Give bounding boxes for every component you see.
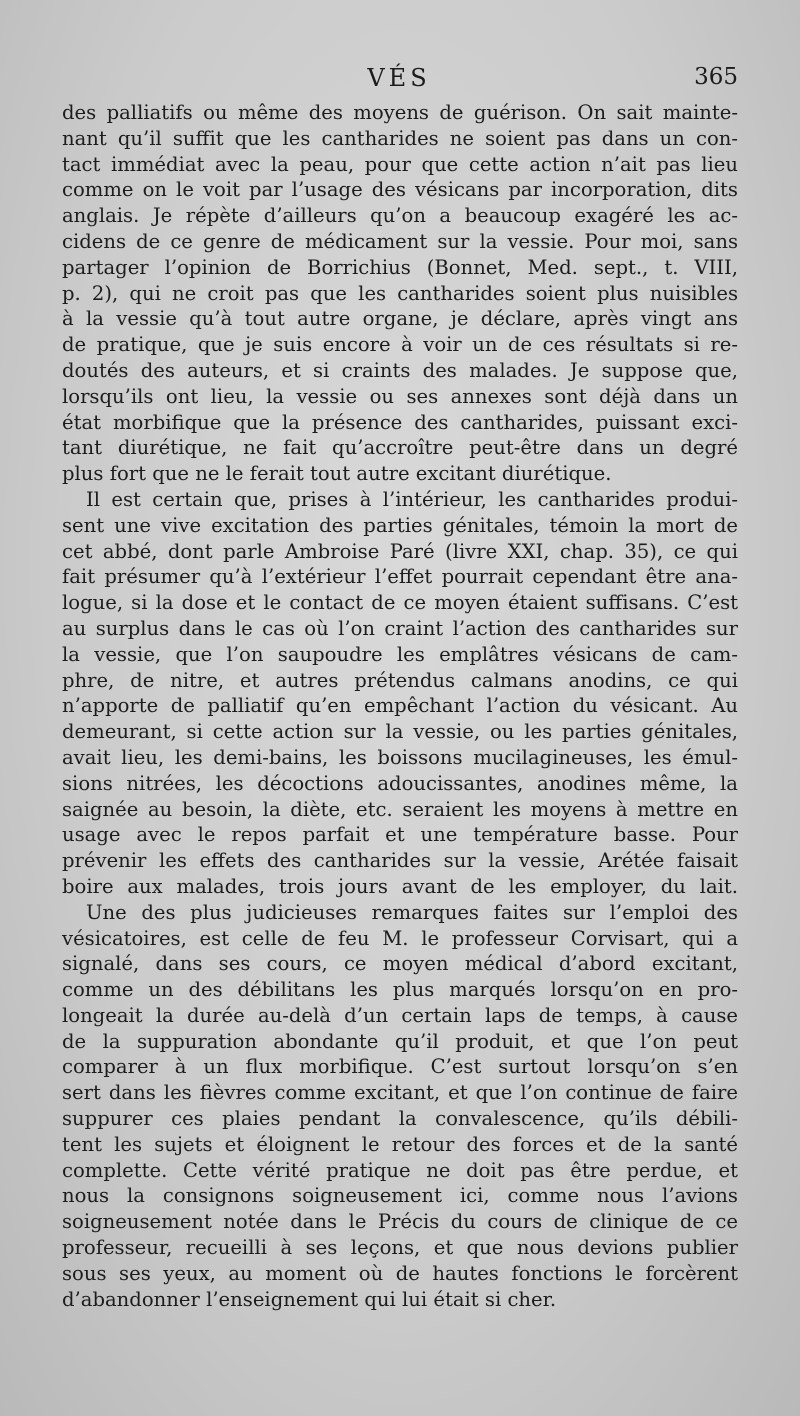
text-line: n’apporte de palliatif qu’en empêchant l’action du vésicant. Au — [62, 694, 738, 718]
text-line: plus fort que ne le ferait tout autre excitant diurétique. — [62, 462, 612, 486]
text-line: des palliatifs ou même des moyens de guérison. On sait mainte- — [62, 101, 738, 124]
text-line: partager l’opinion de Borrichius (Bonnet, Med. sept., t. VIII, — [62, 255, 738, 279]
text-line: usage avec le repos parfait et une température basse. Pour — [62, 823, 738, 847]
text-line: demeurant, si cette action sur la vessie, ou les parties génitales, — [62, 720, 738, 744]
text-line: lorsqu’ils ont lieu, la vessie ou ses annexes sont déjà dans un — [62, 384, 738, 408]
text-line: comparer à un flux morbifique. C’est surtout lorsqu’on s’en — [62, 1055, 738, 1079]
text-line: sert dans les fièvres comme excitant, et que l’on continue de faire — [62, 1081, 738, 1105]
paragraph-2 — [62, 487, 738, 900]
text-line: à la vessie qu’à tout autre organe, je déclare, après vingt ans — [62, 307, 738, 331]
text-line: tant diurétique, ne fait qu’accroître peut-être dans un degré — [62, 436, 738, 460]
text-line: sent une vive excitation des parties génitales, témoin la mort de — [62, 513, 738, 537]
text-line: comme on le voit par l’usage des vésicans par incorporation, dits — [62, 178, 738, 202]
text-line: comme un des débilitans les plus marqués lorsqu’on en pro- — [62, 978, 738, 1002]
text-line: avait lieu, les demi-bains, les boissons mucilagineuses, les émul- — [62, 745, 738, 769]
text-line: d’abandonner l’enseignement qui lui était si cher. — [62, 1287, 557, 1311]
text-line: longeait la durée au-delà d’un certain laps de temps, à cause — [62, 1003, 738, 1027]
text-line: tent les sujets et éloignent le retour des forces et de la santé — [62, 1132, 738, 1156]
text-line: p. 2), qui ne croit pas que les cantharides soient plus nuisibles — [62, 281, 738, 305]
text-line: vésicatoires, est celle de feu M. le professeur Corvisart, qui a — [62, 926, 738, 950]
text-line: nant qu’il suffit que les cantharides ne soient pas dans un con- — [62, 126, 738, 150]
paragraph-1 — [62, 100, 738, 487]
text-line: Une des plus judicieuses remarques faites sur l’emploi des — [86, 900, 738, 924]
text-line: sions nitrées, les décoctions adoucissantes, anodines même, la — [62, 771, 738, 795]
text-line: prévenir les effets des cantharides sur la vessie, Arétée faisait — [62, 849, 738, 873]
paragraph-3 — [62, 900, 738, 1313]
text-line: sous ses yeux, au moment où de hautes fonctions le forcèrent — [62, 1261, 738, 1285]
text-line: cet abbé, dont parle Ambroise Paré (livre XXI, chap. 35), ce qui — [62, 539, 738, 563]
text-line: suppurer ces plaies pendant la convalescence, qu’ils débili- — [62, 1107, 738, 1131]
text-line: au surplus dans le cas où l’on craint l’action des cantharides sur — [62, 616, 738, 640]
text-line: cidens de ce genre de médicament sur la vessie. Pour moi, sans — [62, 229, 738, 253]
page-header — [60, 64, 738, 98]
text-line: complette. Cette vérité pratique ne doit pas être perdue, et — [62, 1158, 738, 1182]
text-line: soigneusement notée dans le Précis du cours de clinique de ce — [62, 1210, 738, 1234]
text-line: fait présumer qu’à l’extérieur l’effet pourrait cependant être ana- — [62, 565, 738, 589]
text-line: logue, si la dose et le contact de ce moyen étaient suffisans. C’est — [62, 591, 738, 615]
text-line: nous la consignons soigneusement ici, comme nous l’avions — [62, 1184, 738, 1208]
text-line: tact immédiat avec la peau, pour que cette action n’ait pas lieu — [62, 152, 738, 176]
text-line: saignée au besoin, la diète, etc. seraient les moyens à mettre en — [62, 797, 738, 821]
running-title: VÉS — [367, 64, 431, 92]
text-line: phre, de nitre, et autres prétendus calmans anodins, ce qui — [62, 668, 738, 692]
text-line: état morbifique que la présence des cantharides, puissant exci- — [62, 410, 738, 434]
text-line: professeur, recueilli à ses leçons, et que nous devions publier — [62, 1236, 738, 1260]
text-line: boire aux malades, trois jours avant de les employer, du lait. — [62, 874, 738, 898]
text-line: Il est certain que, prises à l’intérieur, les cantharides produi- — [86, 487, 738, 511]
text-line: signalé, dans ses cours, ce moyen médical d’abord excitant, — [62, 952, 738, 976]
text-line: de la suppuration abondante qu’il produit, et que l’on peut — [62, 1029, 738, 1053]
text-line: anglais. Je répète d’ailleurs qu’on a beaucoup exagéré les ac- — [62, 204, 738, 228]
text-line: de pratique, que je suis encore à voir un de ces résultats si re- — [62, 333, 738, 357]
text-line: doutés des auteurs, et si craints des malades. Je suppose que, — [62, 358, 738, 382]
body-text — [62, 100, 738, 1312]
page-number: 365 — [694, 64, 738, 90]
text-line: la vessie, que l’on saupoudre les emplâtres vésicans de cam- — [62, 642, 738, 666]
